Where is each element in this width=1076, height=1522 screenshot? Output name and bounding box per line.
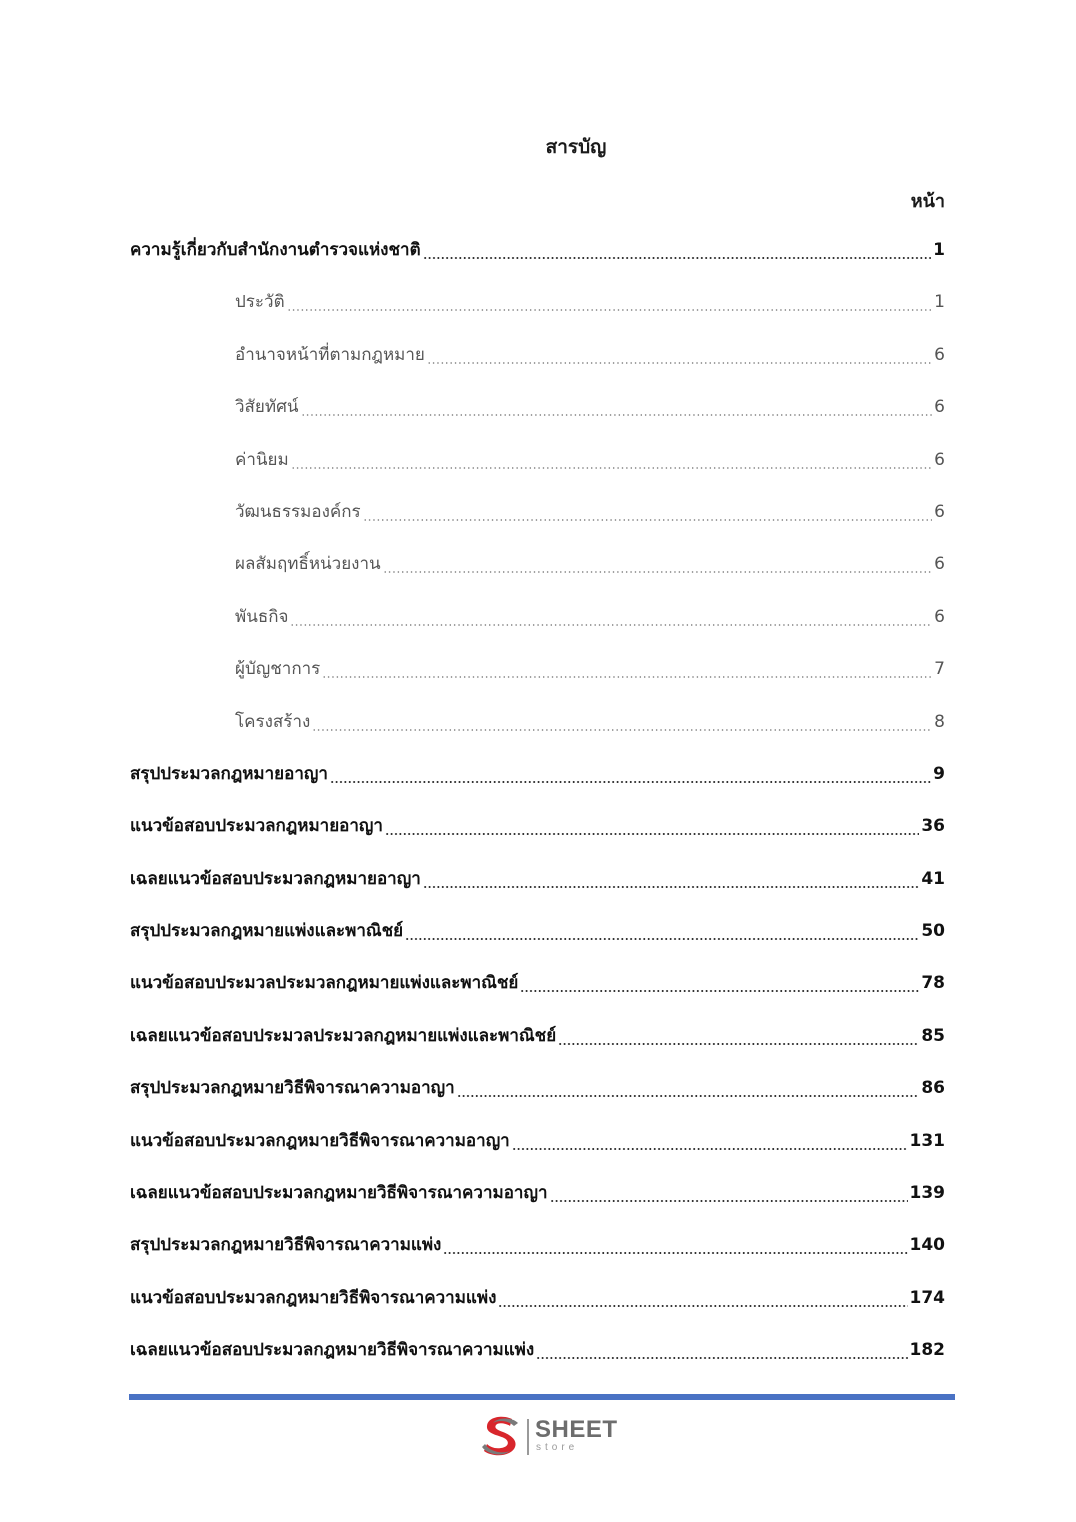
toc-dot-leader bbox=[498, 1284, 907, 1312]
toc-entry bbox=[130, 1284, 945, 1336]
toc-dot-leader bbox=[322, 655, 932, 683]
toc-entry-page-number: 1 bbox=[933, 240, 945, 260]
toc-entry-page-number: 6 bbox=[934, 501, 945, 522]
toc-entry bbox=[130, 969, 945, 1021]
toc-dot-leader bbox=[423, 865, 920, 893]
toc-dot-leader bbox=[291, 446, 932, 474]
toc-entry-page-number: 36 bbox=[921, 816, 945, 837]
toc-dot-leader bbox=[423, 236, 932, 264]
logo-subtext: store bbox=[536, 1442, 579, 1453]
toc-entry-page-number: 50 bbox=[921, 921, 945, 942]
sheet-store-logo bbox=[478, 1413, 628, 1461]
logo-separator bbox=[527, 1419, 529, 1455]
toc-entry-page-number: 6 bbox=[934, 344, 945, 365]
toc-entry-page-number: 6 bbox=[934, 449, 945, 470]
toc-dot-leader bbox=[457, 1074, 920, 1102]
page-number-column-header: หน้า bbox=[910, 191, 945, 212]
toc-entry-page-number: 86 bbox=[921, 1078, 945, 1099]
toc-dot-leader bbox=[550, 1179, 908, 1207]
toc-entry-page-number: 139 bbox=[909, 1183, 945, 1204]
toc-entry-title: ความรู้เกี่ยวกับสำนักงานตำรวจแห่งชาติ bbox=[130, 240, 421, 260]
footer-rule bbox=[129, 1394, 955, 1400]
toc-entry-title: แนวข้อสอบประมวลกฎหมายวิธีพิจารณาความแพ่ง bbox=[130, 1287, 497, 1308]
toc-entry bbox=[130, 1336, 945, 1388]
toc-dot-leader bbox=[558, 1022, 919, 1050]
toc-dot-leader bbox=[427, 341, 932, 369]
toc-entry-title: ผลสัมฤทธิ์หน่วยงาน bbox=[235, 554, 381, 575]
toc-entry-page-number: 131 bbox=[909, 1130, 945, 1151]
toc-entry bbox=[130, 1127, 945, 1179]
toc-dot-leader bbox=[287, 288, 933, 316]
toc-entry bbox=[130, 603, 945, 655]
toc-entry-title: ประวัติ bbox=[235, 292, 285, 313]
page-title: สารบัญ bbox=[545, 136, 607, 158]
toc-dot-leader bbox=[301, 393, 933, 421]
toc-entry bbox=[130, 446, 945, 498]
toc-entry-title: เฉลยแนวข้อสอบประมวลกฎหมายวิธีพิจารณาความแพ่ง bbox=[130, 1340, 535, 1361]
toc-dot-leader bbox=[383, 550, 933, 578]
toc-dot-leader bbox=[312, 708, 932, 736]
toc-entry-page-number: 85 bbox=[921, 1025, 945, 1046]
toc-entry bbox=[130, 498, 945, 550]
toc-dot-leader bbox=[363, 498, 932, 526]
toc-dot-leader bbox=[405, 917, 919, 945]
toc-entry bbox=[130, 1231, 945, 1283]
toc-entry-title: วัฒนธรรมองค์กร bbox=[235, 501, 361, 522]
toc-entry bbox=[130, 1179, 945, 1231]
toc-entry bbox=[130, 865, 945, 917]
toc-entry-page-number: 6 bbox=[934, 606, 945, 627]
toc-entry-title: สรุปประมวลกฎหมายแพ่งและพาณิชย์ bbox=[130, 921, 404, 942]
toc-entry-title: วิสัยทัศน์ bbox=[235, 397, 299, 418]
toc-entry-title: เฉลยแนวข้อสอบประมวลประมวลกฎหมายแพ่งและพาณิชย์ bbox=[130, 1025, 557, 1046]
toc-entry bbox=[130, 550, 945, 602]
toc-entry-title: สรุปประมวลกฎหมายวิธีพิจารณาความอาญา bbox=[130, 1078, 455, 1099]
toc-entry-page-number: 7 bbox=[934, 659, 945, 680]
toc-entry-title: โครงสร้าง bbox=[235, 711, 311, 732]
toc-dot-leader bbox=[512, 1127, 908, 1155]
toc-entry-title: เฉลยแนวข้อสอบประมวลกฎหมายอาญา bbox=[130, 868, 421, 889]
toc-entry-page-number: 182 bbox=[909, 1340, 945, 1361]
toc-entry bbox=[130, 341, 945, 393]
toc-dot-leader bbox=[443, 1231, 907, 1259]
table-of-contents bbox=[130, 236, 945, 1389]
toc-entry bbox=[130, 236, 945, 288]
toc-entry-page-number: 78 bbox=[921, 973, 945, 994]
toc-entry bbox=[130, 917, 945, 969]
toc-dot-leader bbox=[385, 812, 919, 840]
toc-entry-title: ผู้บัญชาการ bbox=[235, 659, 321, 680]
toc-entry-page-number: 140 bbox=[909, 1235, 945, 1256]
toc-entry-page-number: 9 bbox=[933, 763, 945, 784]
toc-entry-title: อำนาจหน้าที่ตามกฎหมาย bbox=[235, 344, 425, 365]
toc-entry-page-number: 41 bbox=[921, 868, 945, 889]
toc-entry bbox=[130, 655, 945, 707]
toc-entry-page-number: 1 bbox=[934, 292, 945, 313]
logo-wordmark: SHEET bbox=[535, 1416, 618, 1443]
toc-dot-leader bbox=[290, 603, 932, 631]
toc-entry-page-number: 174 bbox=[909, 1287, 945, 1308]
toc-entry bbox=[130, 1022, 945, 1074]
toc-entry-page-number: 6 bbox=[934, 397, 945, 418]
toc-entry-title: พันธกิจ bbox=[235, 606, 289, 627]
toc-dot-leader bbox=[520, 969, 919, 997]
toc-entry-title: สรุปประมวลกฎหมายอาญา bbox=[130, 763, 328, 784]
toc-entry-title: เฉลยแนวข้อสอบประมวลกฎหมายวิธีพิจารณาความอาญา bbox=[130, 1183, 548, 1204]
toc-entry-title: แนวข้อสอบประมวลประมวลกฎหมายแพ่งและพาณิชย์ bbox=[130, 973, 519, 994]
toc-entry-title: สรุปประมวลกฎหมายวิธีพิจารณาความแพ่ง bbox=[130, 1235, 442, 1256]
toc-entry bbox=[130, 393, 945, 445]
toc-entry bbox=[130, 812, 945, 864]
toc-entry-title: แนวข้อสอบประมวลกฎหมายอาญา bbox=[130, 816, 383, 837]
sheet-store-s-logo-icon bbox=[478, 1413, 524, 1459]
toc-entry bbox=[130, 288, 945, 340]
toc-entry bbox=[130, 1074, 945, 1126]
toc-entry bbox=[130, 760, 945, 812]
toc-entry-title: แนวข้อสอบประมวลกฎหมายวิธีพิจารณาความอาญา bbox=[130, 1130, 510, 1151]
toc-entry-title: ค่านิยม bbox=[235, 449, 289, 470]
toc-dot-leader bbox=[536, 1336, 907, 1364]
toc-dot-leader bbox=[330, 760, 931, 788]
toc-entry bbox=[130, 708, 945, 760]
toc-entry-page-number: 8 bbox=[934, 711, 945, 732]
toc-entry-page-number: 6 bbox=[934, 554, 945, 575]
